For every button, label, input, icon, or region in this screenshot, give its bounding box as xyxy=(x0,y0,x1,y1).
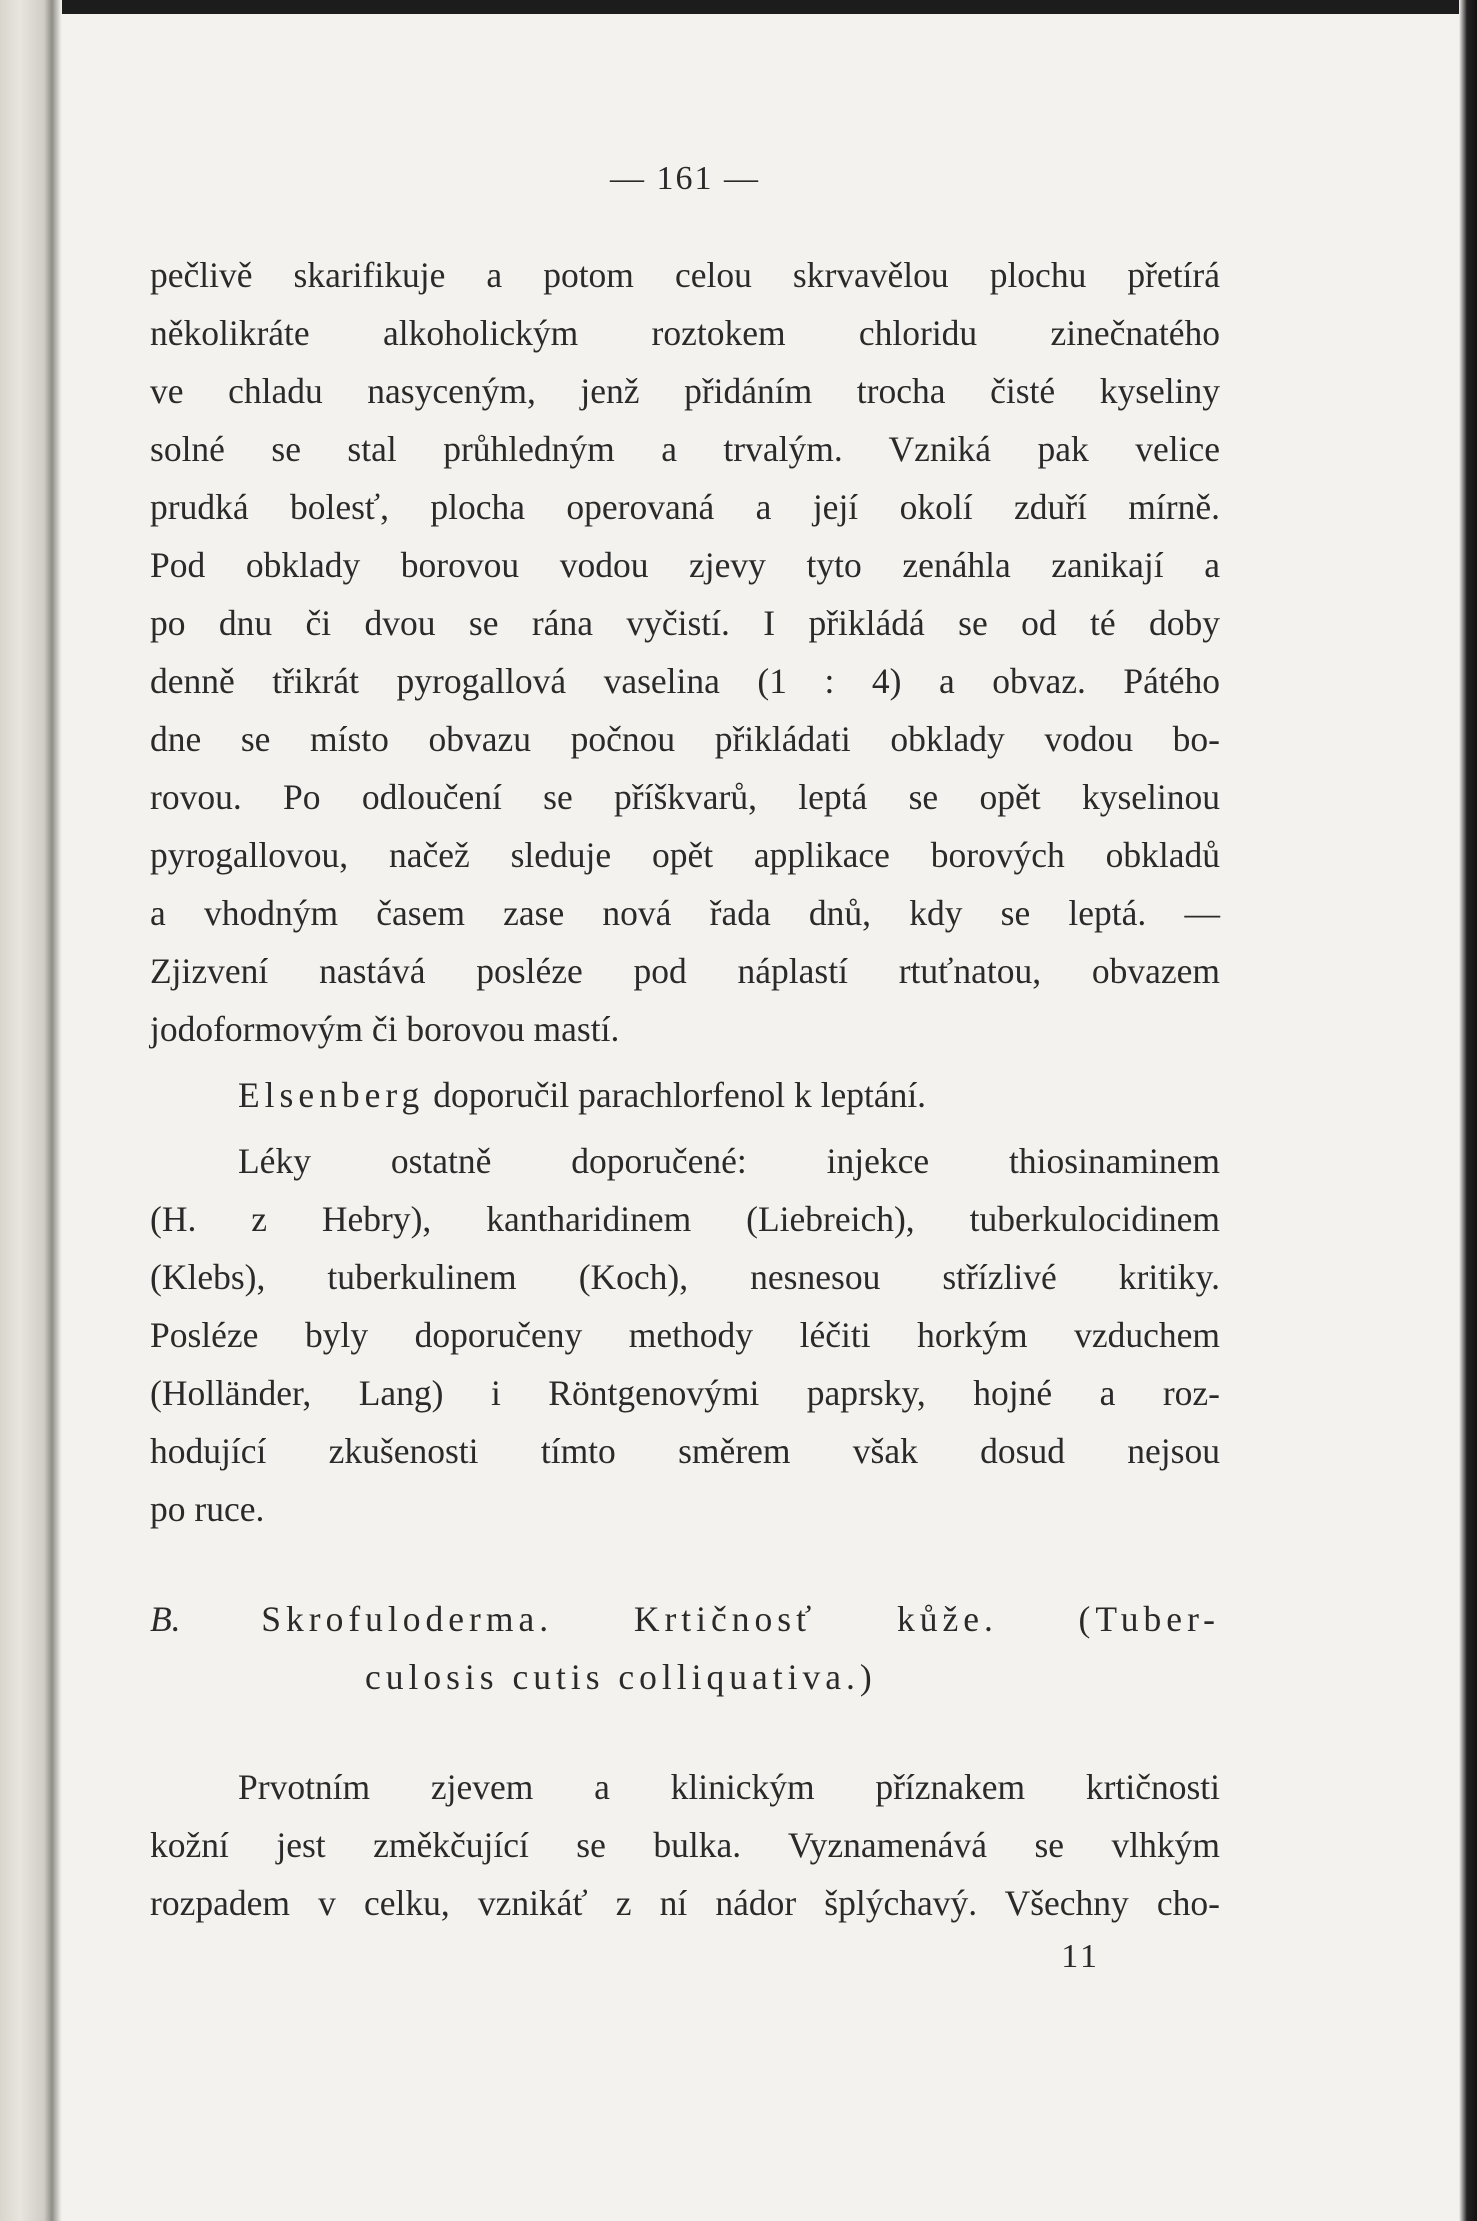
book-gutter xyxy=(0,0,62,2221)
text-line: prudká bolesť, plocha operovaná a její okolí zduří mírně. xyxy=(150,487,1220,527)
text-line: po ruce. xyxy=(150,1489,265,1529)
text-line: dne se místo obvazu počnou přikládati obklady vodou bo- xyxy=(150,719,1220,759)
section-letter: B. xyxy=(150,1599,181,1639)
text-line: solné se stal průhledným a trvalým. Vzniká pak velice xyxy=(150,429,1220,469)
paragraph-4 xyxy=(150,1758,1220,1932)
book-page xyxy=(150,160,1220,1982)
text-line: po dnu či dvou se rána vyčistí. I přikládá se od té doby xyxy=(150,603,1220,643)
text-line: pyrogallovou, načež sleduje opět applikace borových obkladů xyxy=(150,835,1220,875)
text-line: Zjizvení nastává posléze pod náplastí rtuťnatou, obvazem xyxy=(150,951,1220,991)
text-line: ve chladu nasyceným, jenž přidáním trocha čisté kyseliny xyxy=(150,371,1220,411)
text-line: několikráte alkoholickým roztokem chloridu zinečnatého xyxy=(150,313,1220,353)
text-line: (H. z Hebry), kantharidinem (Liebreich), tuberkulocidinem xyxy=(150,1199,1220,1239)
section-title: Skrofuloderma. Krtičnosť kůže. (Tuber- xyxy=(261,1599,1220,1639)
text-line: Pod obklady borovou vodou zjevy tyto zenáhla zanikají a xyxy=(150,545,1220,585)
scan-top-edge xyxy=(0,0,1477,14)
text-line: Prvotním zjevem a klinickým příznakem krtičnosti xyxy=(238,1767,1220,1807)
text-line: rozpadem v celku, vznikáť z ní nádor šplýchavý. Všechny cho- xyxy=(150,1883,1220,1923)
text-line: denně třikrát pyrogallová vaselina (1 : 4) a obvaz. Pátého xyxy=(150,661,1220,701)
text-line: Léky ostatně doporučené: injekce thiosinaminem xyxy=(238,1141,1220,1181)
text-line: hodující zkušenosti tímto směrem však dosud nejsou xyxy=(150,1431,1220,1471)
text-line: Posléze byly doporučeny methody léčiti horkým vzduchem xyxy=(150,1315,1220,1355)
text-line: rovou. Po odloučení se příškvarů, leptá se opět kyselinou xyxy=(150,777,1220,817)
text-line: jodoformovým či borovou mastí. xyxy=(150,1009,620,1049)
scan-right-edge xyxy=(1459,0,1477,2221)
page-number: — 161 — xyxy=(610,160,760,197)
paragraph-2 xyxy=(150,1066,1220,1124)
author-name: Elsenberg xyxy=(238,1075,425,1115)
signature-mark: 11 xyxy=(1061,1938,1100,1975)
text-line xyxy=(150,1066,1220,1124)
section-heading-line-2: culosis cutis colliquativa.) xyxy=(365,1657,877,1697)
text-line: pečlivě skarifikuje a potom celou skrvavělou plochu přetírá xyxy=(150,255,1220,295)
text-line: a vhodným časem zase nová řada dnů, kdy se leptá. — xyxy=(150,893,1220,933)
section-heading-line-1 xyxy=(150,1590,1220,1648)
text-line: kožní jest změkčující se bulka. Vyznamenává se vlhkým xyxy=(150,1825,1220,1865)
text-line: (Holländer, Lang) i Röntgenovými paprsky, hojné a roz- xyxy=(150,1373,1220,1413)
text-line: (Klebs), tuberkulinem (Koch), nesnesou střízlivé kritiky. xyxy=(150,1257,1220,1297)
paragraph-3 xyxy=(150,1132,1220,1538)
paragraph-1 xyxy=(150,246,1220,1058)
section-heading xyxy=(150,1590,1220,1706)
paragraph-2-text: doporučil parachlorfenol k leptání. xyxy=(433,1075,927,1115)
